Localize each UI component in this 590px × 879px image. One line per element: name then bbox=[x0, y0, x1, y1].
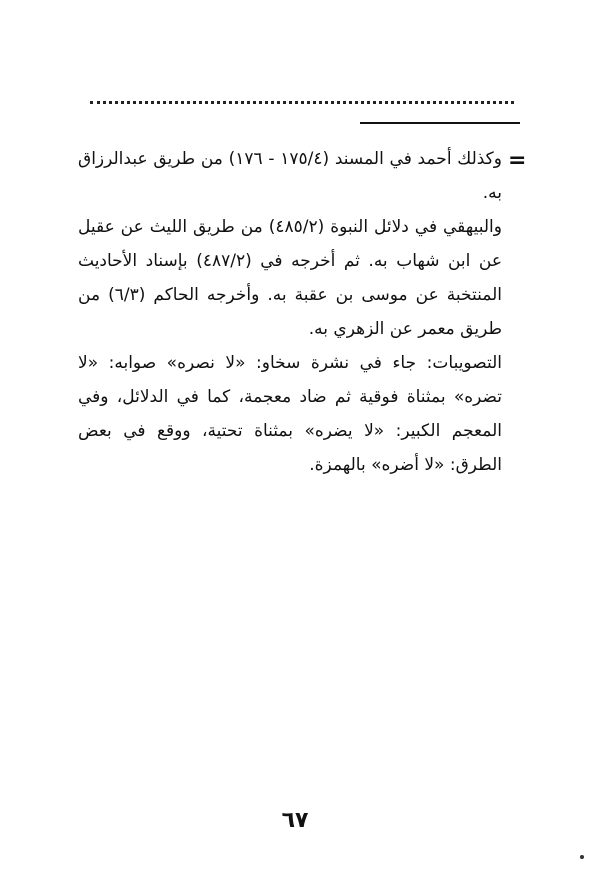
footnote-continuation-mark: = bbox=[508, 148, 527, 173]
dotted-separator bbox=[90, 101, 514, 104]
footnote-paragraph-corrections: التصويبات: جاء في نشرة سخاو: «لا نصره» صوابه: «لا تضره» بمثناة فوقية ثم ضاد معجمة، كما في الدلائل، وفي المعجم الكبير: «لا يضره» بمثناة تحتية، ووقع في بعض الطرق: «لا أضره» بالهمزة. bbox=[78, 353, 502, 475]
footnote-block bbox=[78, 142, 502, 482]
footnote-rule bbox=[360, 122, 520, 124]
footnote-paragraph-bayhaqi: والبيهقي في دلائل النبوة (٤٨٥/٢) من طريق الليث عن عقيل عن ابن شهاب به. ثم أخرجه في (٤٨٧/٢) بإسناد الأحاديث المنتخبة عن موسى بن عقبة به. وأخرجه الحاكم (٦/٣) من طريق معمر عن الزهري به. bbox=[78, 217, 502, 339]
page-number: ٦٧ bbox=[281, 808, 309, 833]
scan-edge-mark bbox=[580, 855, 584, 859]
footnote-paragraph-ahmad: وكذلك أحمد في المسند (١٧٥/٤ - ١٧٦) من طريق عبدالرزاق به. bbox=[78, 149, 502, 203]
